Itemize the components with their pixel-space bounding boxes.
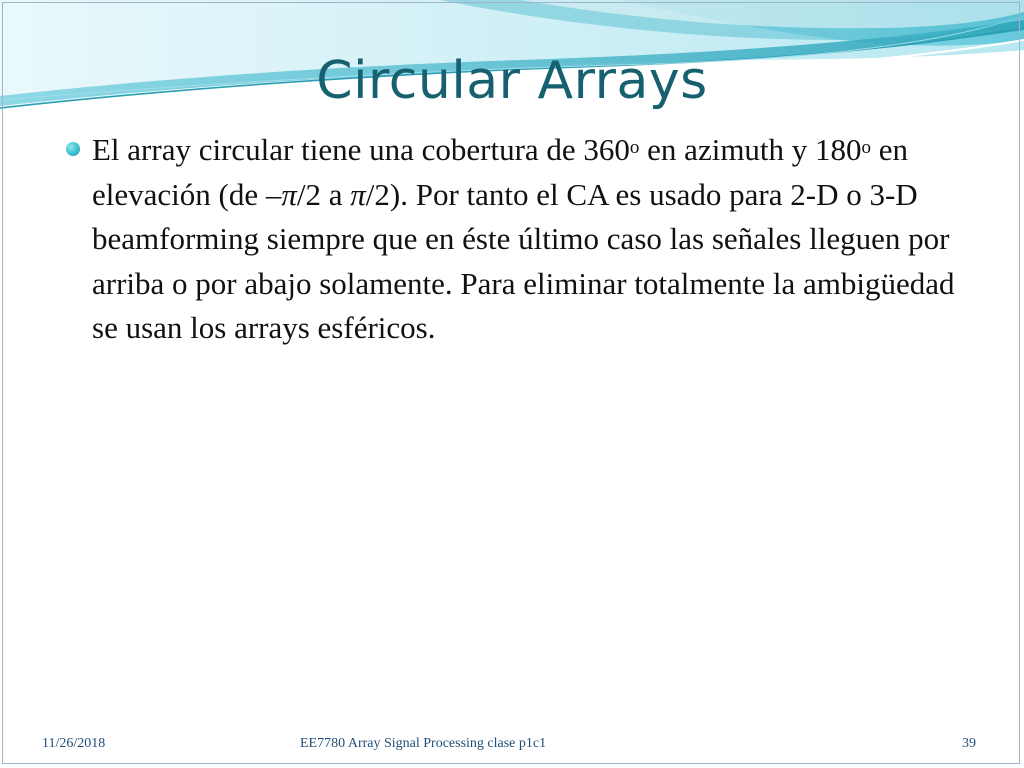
footer-date: 11/26/2018 — [42, 736, 106, 751]
bullet-text-segment: /2). Por tanto el CA es usado para 2-D o 3-D beamforming siempre que en éste último caso las señales lleguen por arriba o por abajo solamente. Para eliminar totalmente la ambigüedad se usan los arrays esféricos. — [92, 176, 955, 345]
footer-page-number: 39 — [962, 736, 976, 751]
bullet-text-segment: en azimuth y 180 — [639, 132, 862, 167]
slide-content — [64, 128, 964, 351]
bullet-text-segment: en elevación (de – — [92, 132, 909, 212]
bullet-text-segment: /2 a — [296, 176, 351, 212]
degree-superscript: o — [629, 137, 640, 158]
pi-symbol: π — [281, 176, 297, 212]
bullet-item — [64, 128, 964, 351]
degree-superscript: o — [861, 137, 872, 158]
bullet-dot-icon — [66, 142, 80, 156]
bullet-text — [92, 128, 964, 351]
footer-course-title: EE7780 Array Signal Processing clase p1c1 — [300, 736, 547, 751]
slide-title: Circular Arrays — [316, 51, 708, 111]
pi-symbol: π — [350, 176, 366, 212]
bullet-text-segment: El array circular tiene una cobertura de 360 — [92, 132, 630, 167]
